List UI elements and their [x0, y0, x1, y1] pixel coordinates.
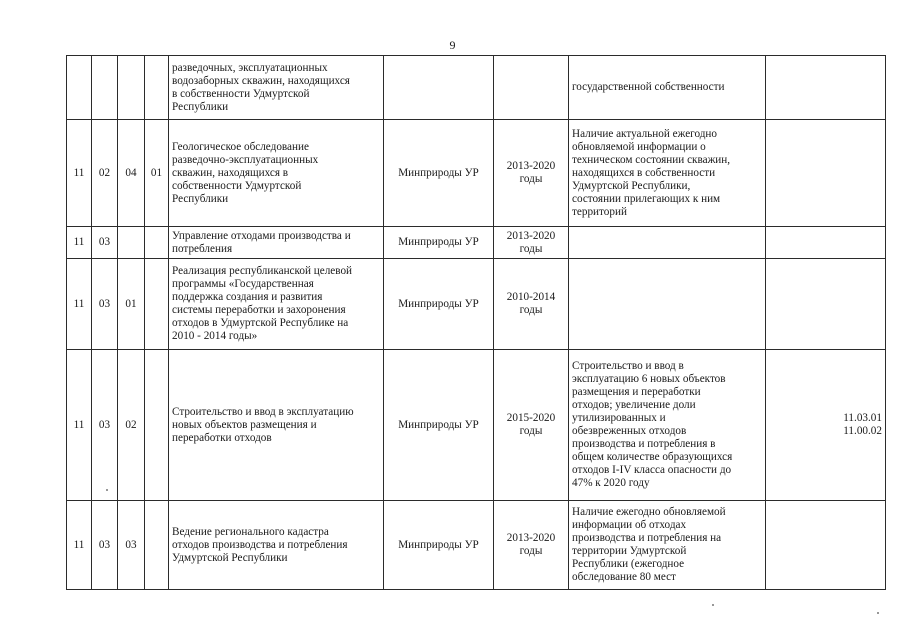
activity-name-cell-line: собственности Удмуртской [172, 179, 302, 192]
period-cell-line: годы [519, 173, 543, 185]
scan-speck [712, 604, 714, 606]
activity-name-cell [169, 501, 384, 590]
activity-name-cell-line: Республики [172, 100, 229, 113]
activity-name-cell-line: переработки отходов [172, 431, 272, 444]
period-cell-line: 2010-2014 [506, 291, 556, 303]
code-section-cell: 11 [67, 350, 92, 501]
activity-name-cell [169, 120, 384, 227]
code-subsection-cell: 03 [92, 259, 118, 350]
activity-name-cell-line: скважин, находящихся в [172, 166, 289, 179]
activity-name-cell-line: Строительство и ввод в эксплуатацию [172, 405, 354, 418]
expected-result-cell-line: территории Удмуртской [572, 545, 687, 557]
code-subactivity-cell [145, 501, 169, 590]
activity-name-cell-line: Реализация республиканской целевой [172, 265, 353, 277]
expected-result-cell-line: производства и потребления на [572, 532, 722, 544]
code-subsection-cell: 03 [92, 350, 118, 501]
expected-result-cell [569, 259, 766, 350]
expected-result-cell-line: эксплуатацию 6 новых объектов [572, 373, 726, 385]
expected-result-cell-line: Наличие ежегодно обновляемой [572, 506, 726, 518]
expected-result-cell [569, 501, 766, 590]
activity-name-cell-line: 2010 - 2014 годы» [172, 330, 258, 342]
page-number: 9 [449, 38, 456, 52]
expected-result-cell-line: отходов; увеличение доли [572, 399, 696, 411]
expected-result-cell-line: 47% к 2020 году [572, 477, 650, 489]
code-activity-cell: 02 [118, 350, 145, 501]
activity-name-cell-line: новых объектов размещения и [172, 418, 317, 431]
executor-cell: Минприроды УР [384, 259, 494, 350]
activity-name-cell-line: системы переработки и захоронения [172, 304, 346, 316]
expected-result-cell [569, 56, 766, 120]
expected-result-cell-line: состоянии прилегающих к ним [572, 192, 721, 205]
expected-result-cell [569, 227, 766, 259]
code-subsection-cell: 03 [92, 501, 118, 590]
expected-result-cell-line: государственной собственности [572, 81, 725, 93]
period-cell [494, 259, 569, 350]
activity-name-cell-line: водозаборных скважин, находящихся [172, 74, 350, 87]
code-section-cell [67, 56, 92, 120]
period-cell [494, 227, 569, 259]
period-cell-line: 2013-2020 [506, 229, 556, 242]
code-section-cell: 11 [67, 501, 92, 590]
indicator-cell [766, 227, 886, 259]
executor-cell: Минприроды УР [384, 120, 494, 227]
expected-result-cell-line: Строительство и ввод в [572, 360, 684, 372]
period-cell-line: 2013-2020 [506, 160, 556, 172]
expected-result-cell-line: производства и потребления в [572, 438, 716, 450]
activity-name-cell-line: отходов производства и потребления [172, 538, 348, 551]
expected-result-cell-line: находящихся в собственности [572, 166, 716, 179]
expected-result-cell-line: территорий [572, 205, 627, 218]
period-cell-line: годы [519, 304, 543, 316]
activity-name-cell [169, 350, 384, 501]
code-subactivity-cell: 01 [145, 120, 169, 227]
table-body [67, 56, 886, 590]
expected-result-cell-line: отходов I-IV класса опасности до [572, 464, 732, 476]
table-row [67, 227, 886, 259]
table-row [67, 259, 886, 350]
period-cell-line: годы [519, 242, 543, 255]
expected-result-cell-line: обследование 80 мест [572, 571, 676, 583]
period-cell-line: годы [519, 545, 543, 557]
table-row [67, 120, 886, 227]
activity-name-cell-line: Удмуртской Республики [172, 551, 288, 564]
table-row [67, 56, 886, 120]
expected-result-cell [569, 350, 766, 501]
expected-result-cell-line: Удмуртской Республики, [572, 179, 691, 192]
code-subsection-cell [92, 56, 118, 120]
activity-name-cell-line: отходов в Удмуртской Республике на [172, 317, 349, 329]
table-row [67, 501, 886, 590]
expected-result-cell-line: информации об отходах [572, 519, 687, 531]
period-cell-line: годы [519, 425, 543, 437]
expected-result-cell-line: утилизированных и [572, 412, 666, 424]
code-subactivity-cell [145, 227, 169, 259]
expected-result-cell-line: обезвреженных отходов [572, 425, 687, 437]
activity-name-cell-line: поддержка создания и развития [172, 291, 323, 303]
activity-name-cell-line: разведочных, эксплуатационных [172, 61, 328, 74]
activity-name-cell [169, 227, 384, 259]
period-cell [494, 56, 569, 120]
activity-name-cell [169, 56, 384, 120]
executor-cell: Минприроды УР [384, 350, 494, 501]
code-section-cell: 11 [67, 259, 92, 350]
activity-name-cell-line: Республики [172, 192, 229, 205]
code-section-cell: 11 [67, 227, 92, 259]
indicator-cell [766, 259, 886, 350]
code-activity-cell: 01 [118, 259, 145, 350]
period-cell-line: 2013-2020 [506, 532, 556, 544]
executor-cell [384, 56, 494, 120]
indicator-cell-line: 11.03.01 [843, 412, 882, 424]
table-row [67, 350, 886, 501]
expected-result-cell [569, 120, 766, 227]
period-cell [494, 501, 569, 590]
expected-result-cell-line: обновляемой информации о [572, 140, 706, 153]
executor-cell: Минприроды УР [384, 227, 494, 259]
code-activity-cell [118, 56, 145, 120]
activity-name-cell-line: Ведение регионального кадастра [172, 525, 329, 538]
code-subsection-cell: 03 [92, 227, 118, 259]
indicator-cell [766, 120, 886, 227]
period-cell-line: 2015-2020 [506, 412, 556, 424]
scan-speck [106, 489, 108, 491]
indicator-cell [766, 56, 886, 120]
program-activities-table [66, 55, 886, 590]
activity-name-cell-line: в собственности Удмуртской [172, 87, 310, 100]
activity-name-cell [169, 259, 384, 350]
expected-result-cell-line: техническом состоянии скважин, [572, 153, 731, 166]
indicator-cell [766, 350, 886, 501]
code-subsection-cell: 02 [92, 120, 118, 227]
code-subactivity-cell [145, 350, 169, 501]
scan-speck [877, 612, 879, 614]
indicator-cell-line: 11.00.02 [843, 425, 882, 437]
expected-result-cell-line: размещения и переработки [572, 386, 701, 398]
activity-name-cell-line: Управление отходами производства и [172, 229, 351, 242]
activity-name-cell-line: потребления [172, 242, 233, 255]
activity-name-cell-line: Геологическое обследование [172, 140, 309, 153]
code-activity-cell [118, 227, 145, 259]
period-cell [494, 120, 569, 227]
code-activity-cell: 04 [118, 120, 145, 227]
expected-result-cell-line: Республики (ежегодное [572, 558, 685, 570]
code-activity-cell: 03 [118, 501, 145, 590]
code-subactivity-cell [145, 56, 169, 120]
activity-name-cell-line: программы «Государственная [172, 278, 314, 290]
expected-result-cell-line: общем количестве образующихся [572, 451, 733, 463]
code-section-cell: 11 [67, 120, 92, 227]
period-cell [494, 350, 569, 501]
activity-name-cell-line: разведочно-эксплуатационных [172, 153, 319, 166]
code-subactivity-cell [145, 259, 169, 350]
expected-result-cell-line: Наличие актуальной ежегодно [572, 127, 718, 140]
indicator-cell [766, 501, 886, 590]
executor-cell: Минприроды УР [384, 501, 494, 590]
